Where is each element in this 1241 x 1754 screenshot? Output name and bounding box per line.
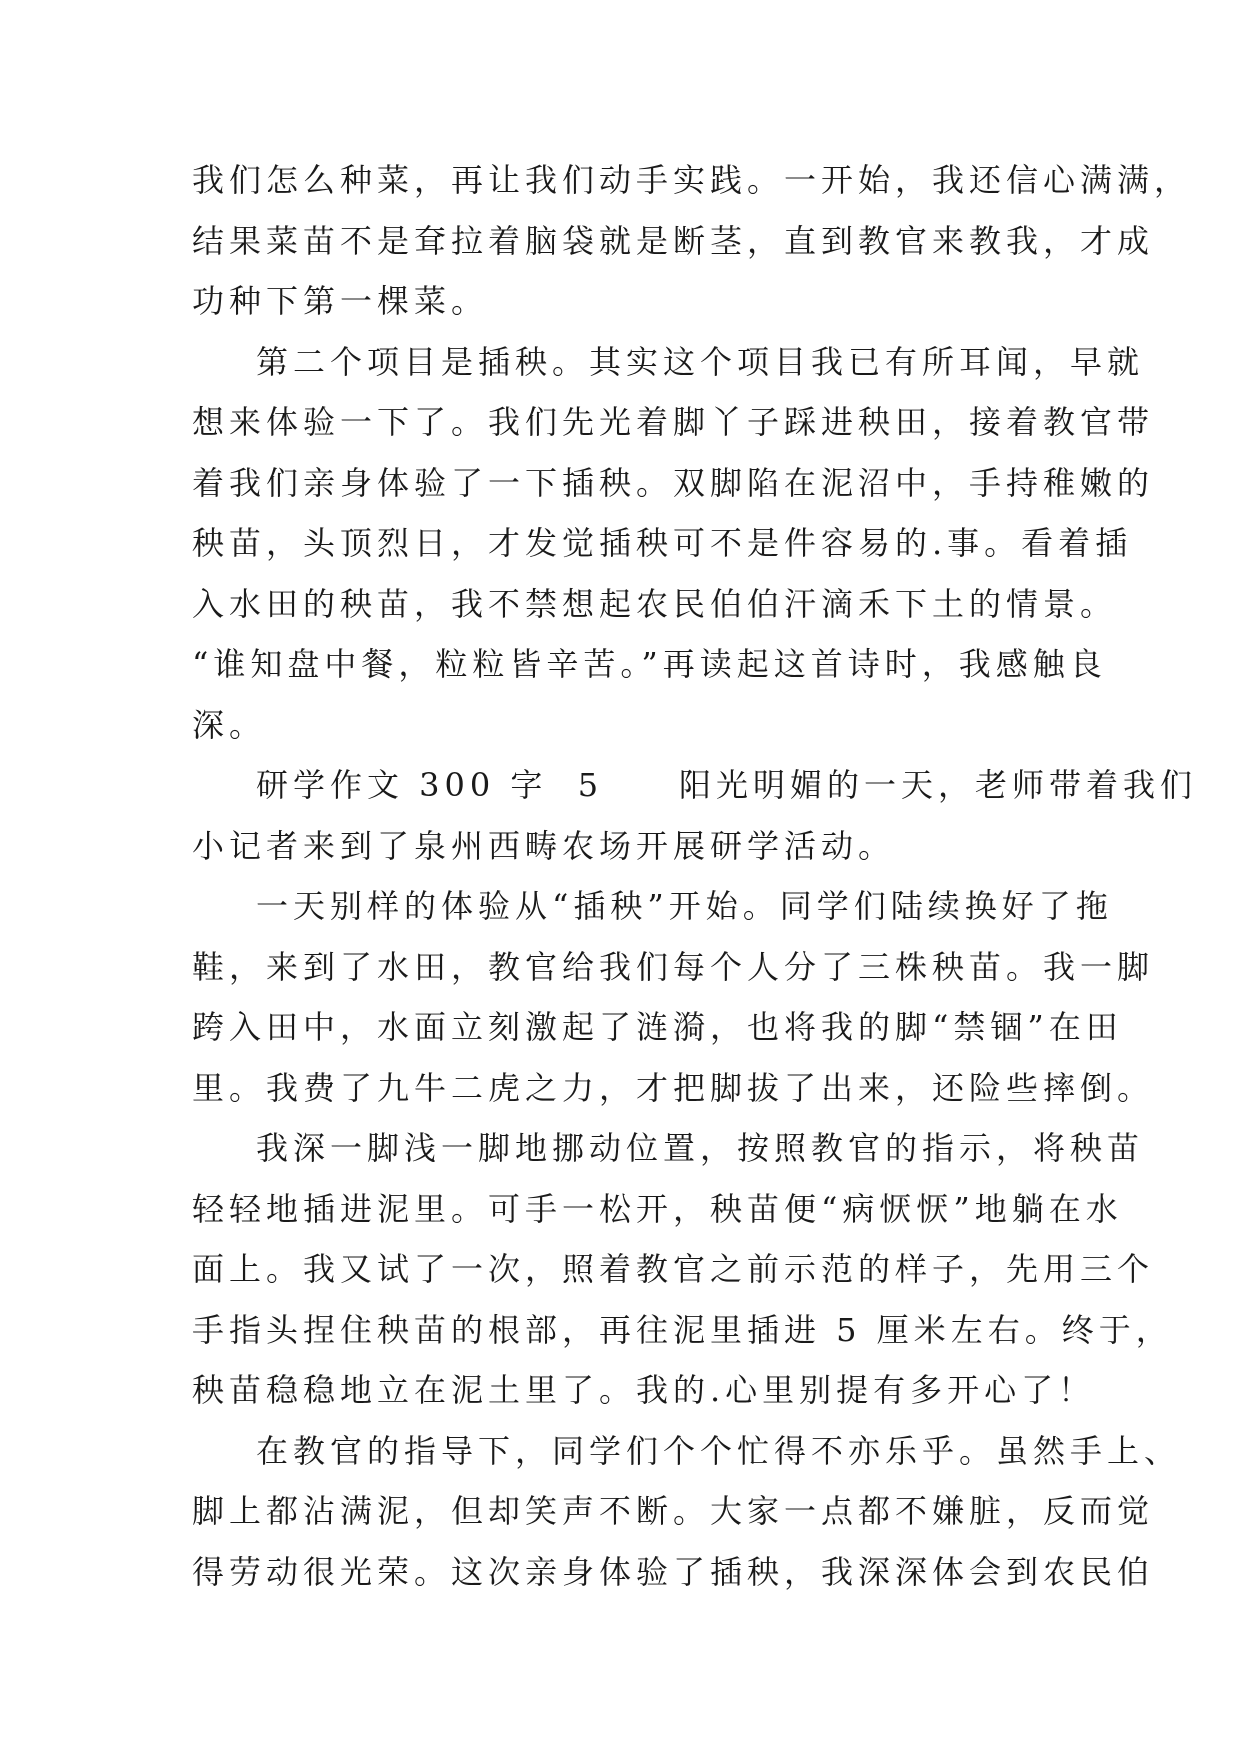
text-line: 轻轻地插进泥里。可手一松开，秧苗便“病恹恹”地躺在水: [192, 1189, 1123, 1228]
text-line: 面上。我又试了一次，照着教官之前示范的样子，先用三个: [192, 1250, 1155, 1288]
text-line: 鞋，来到了水田，教官给我们每个人分了三株秧苗。我一脚: [192, 947, 1155, 986]
section-heading-line: 研学作文 300 字 5 阳光明媚的一天，老师带着我们: [256, 766, 1197, 804]
paragraph-start-line: 一天别样的体验从“插秧”开始。同学们陆续换好了拖: [256, 887, 1113, 925]
text-line: 手指头捏住秧苗的根部，再往泥里插进 5 厘米左右。终于，: [192, 1310, 1173, 1349]
text-line: 秧苗，头顶烈日，才发觉插秧可不是件容易的.事。看着插: [192, 524, 1133, 562]
text-line: 跨入田中，水面立刻激起了涟漪，也将我的脚“禁锢”在田: [192, 1008, 1123, 1046]
text-line: 脚上都沾满泥，但却笑声不断。大家一点都不嫌脏，反而觉: [192, 1492, 1155, 1530]
text-line: 秧苗稳稳地立在泥土里了。我的.心里别提有多开心了！: [192, 1371, 1096, 1409]
text-line: 入水田的秧苗，我不禁想起农民伯伯汗滴禾下土的情景。: [192, 584, 1118, 623]
paragraph-start-line: 第二个项目是插秧。其实这个项目我已有所耳闻，早就: [256, 342, 1145, 381]
text-line: 小记者来到了泉州西畴农场开展研学活动。: [192, 826, 896, 865]
text-line: 深。: [192, 705, 267, 744]
text-line: 功种下第一棵菜。: [192, 282, 489, 320]
paragraph-start-line: 我深一脚浅一脚地挪动位置，按照教官的指示，将秧苗: [256, 1129, 1145, 1167]
paragraph-start-line: 在教官的指导下，同学们个个忙得不亦乐乎。虽然手上、: [256, 1431, 1182, 1470]
body-text: [192, 150, 1197, 1602]
text-line: 里。我费了九牛二虎之力，才把脚拔了出来，还险些摔倒。: [192, 1068, 1155, 1107]
text-line: 我们怎么种菜，再让我们动手实践。一开始，我还信心满满，: [192, 161, 1192, 199]
text-line: “谁知盘中餐，粒粒皆辛苦。”再读起这首诗时，我感触良: [192, 645, 1107, 683]
text-line: 着我们亲身体验了一下插秧。双脚陷在泥沼中，手持稚嫩的: [192, 463, 1155, 502]
text-line: 结果菜苗不是耷拉着脑袋就是断茎，直到教官来教我，才成: [192, 221, 1155, 260]
text-line: 想来体验一下了。我们先光着脚丫子踩进秧田，接着教官带: [192, 403, 1155, 441]
text-line: 得劳动很光荣。这次亲身体验了插秧，我深深体会到农民伯: [192, 1552, 1155, 1591]
